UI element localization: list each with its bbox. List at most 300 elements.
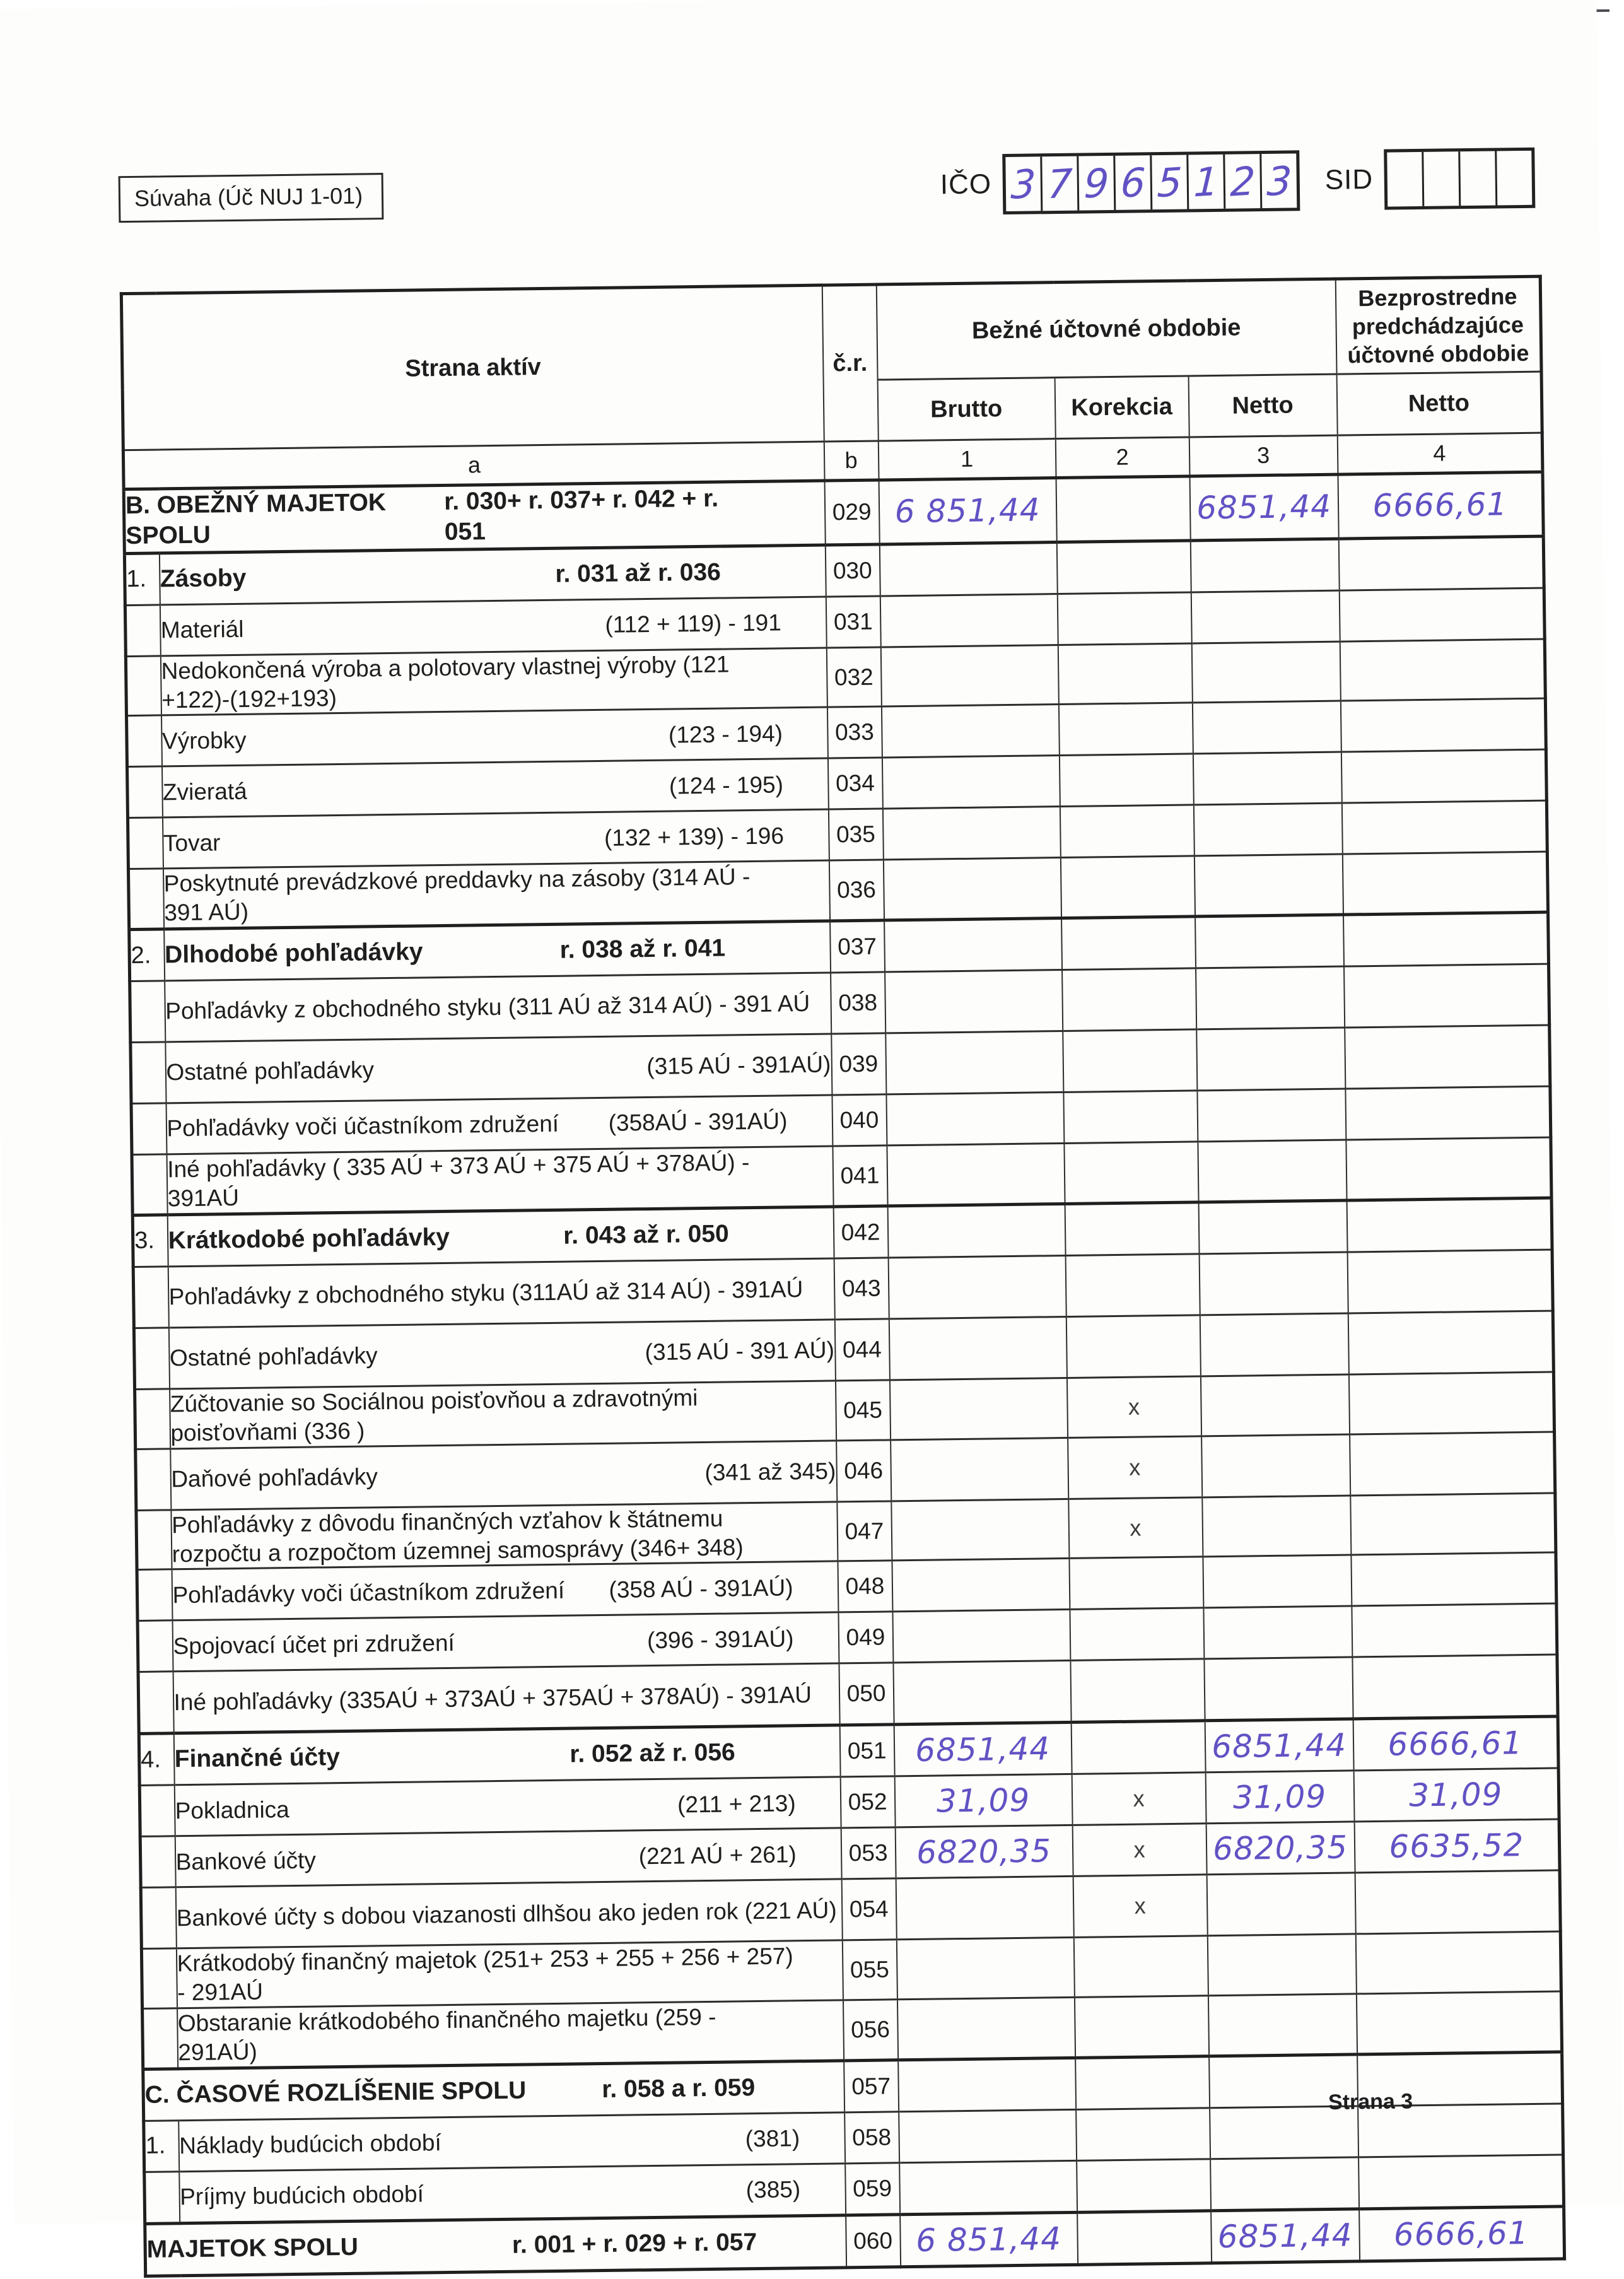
value-brutto xyxy=(883,858,1061,920)
header-cr: č.r. xyxy=(822,284,878,442)
value-korekcia xyxy=(1072,1772,1206,1825)
header-current-period: Bežné účtovné obdobie xyxy=(876,279,1336,380)
row-label: Obstaranie krátkodobého finančného majetku (259 - 291AÚ) xyxy=(177,2004,716,2066)
index-cell xyxy=(128,869,163,929)
row-formula: (341 až 345) xyxy=(704,1458,836,1485)
row-label: Ostatné pohľadávky xyxy=(166,1057,375,1086)
value-brutto xyxy=(895,1825,1073,1878)
handwritten-value: 6666,61 xyxy=(1372,486,1508,525)
value-netto xyxy=(1191,642,1340,703)
row-number-cell: 044 xyxy=(834,1319,889,1381)
index-cell xyxy=(127,817,163,869)
value-brutto xyxy=(889,1316,1066,1380)
ico-block xyxy=(940,150,1300,215)
index-cell: 4. xyxy=(139,1733,174,1786)
value-netto-previous xyxy=(1347,1250,1553,1313)
header-previous-period: Bezprostredne predchádzajúce účtovné obdobie xyxy=(1335,276,1541,374)
value-netto-previous xyxy=(1352,1603,1557,1657)
row-number-cell: 039 xyxy=(831,1033,886,1095)
label-cell xyxy=(165,973,831,1042)
col-index-2: 2 xyxy=(1055,437,1189,478)
value-korekcia xyxy=(1072,1824,1206,1877)
index-cell xyxy=(127,766,163,818)
value-brutto xyxy=(891,1438,1068,1501)
value-netto-previous xyxy=(1353,1716,1558,1771)
value-netto xyxy=(1203,1606,1352,1659)
value-netto xyxy=(1206,1873,1355,1936)
row-formula: (385) xyxy=(745,2176,801,2203)
value-netto xyxy=(1211,2209,1360,2263)
handwritten-value: 6 851,44 xyxy=(915,2220,1062,2259)
value-korekcia xyxy=(1073,1875,1207,1938)
row-number-cell: 030 xyxy=(825,544,880,597)
value-korekcia xyxy=(1069,1557,1203,1610)
value-netto xyxy=(1200,1374,1349,1436)
value-netto xyxy=(1203,1555,1352,1608)
value-netto-previous xyxy=(1359,2206,1565,2261)
sid-box-1 xyxy=(1422,151,1459,206)
value-netto-previous xyxy=(1340,639,1545,701)
value-brutto xyxy=(887,1144,1065,1206)
value-korekcia xyxy=(1073,1936,1208,1997)
label-cell xyxy=(171,1502,838,1570)
handwritten-value: 31,09 xyxy=(1232,1778,1327,1817)
row-formula: (221 AÚ + 261) xyxy=(638,1841,797,1869)
value-korekcia xyxy=(1070,1608,1204,1661)
handwritten-digit: 3 xyxy=(1265,156,1294,205)
sid-box-2 xyxy=(1459,151,1496,206)
form-title-box xyxy=(119,173,384,223)
row-label: Daňové pohľadávky xyxy=(171,1463,378,1492)
index-cell xyxy=(134,1328,169,1390)
value-korekcia xyxy=(1077,2159,1211,2213)
ico-box-3 xyxy=(1114,155,1151,210)
col-index-4: 4 xyxy=(1337,433,1543,474)
index-cell xyxy=(126,656,161,716)
value-netto-previous xyxy=(1341,750,1546,804)
value-netto xyxy=(1193,804,1342,857)
value-brutto xyxy=(879,478,1056,544)
row-formula: r. 038 až r. 041 xyxy=(559,934,726,964)
header-netto-prev: Netto xyxy=(1336,372,1542,435)
value-korekcia xyxy=(1063,1029,1197,1093)
value-netto xyxy=(1199,1252,1348,1315)
row-number-cell: 031 xyxy=(826,596,880,648)
value-netto xyxy=(1204,1657,1353,1721)
value-netto xyxy=(1198,1140,1347,1202)
row-formula: r. 052 až r. 056 xyxy=(570,1738,735,1768)
row-number-cell: 055 xyxy=(842,1940,897,2000)
value-brutto xyxy=(899,2160,1077,2214)
sid-box-0 xyxy=(1387,152,1423,207)
row-number-cell: 036 xyxy=(829,860,884,921)
index-cell xyxy=(138,1672,173,1734)
handwritten-value: 6851,44 xyxy=(914,1730,1051,1769)
value-brutto xyxy=(882,756,1060,809)
value-korekcia xyxy=(1066,1376,1201,1438)
row-number-cell: 050 xyxy=(839,1663,894,1725)
value-netto xyxy=(1190,539,1339,592)
value-netto-previous xyxy=(1338,536,1544,590)
value-netto-previous xyxy=(1342,852,1548,915)
row-number-cell: 059 xyxy=(845,2163,900,2215)
value-netto-previous xyxy=(1340,699,1546,753)
label-cell xyxy=(173,1725,840,1785)
row-number-cell: 047 xyxy=(837,1501,892,1562)
row-number-cell: 046 xyxy=(836,1440,891,1502)
label-cell xyxy=(170,1381,836,1449)
row-formula: (315 AÚ - 391AÚ) xyxy=(646,1051,831,1080)
value-brutto xyxy=(885,1031,1063,1094)
row-number-cell: 054 xyxy=(841,1878,896,1940)
value-korekcia xyxy=(1066,1315,1200,1378)
label-cell xyxy=(168,1320,835,1389)
ico-box-6 xyxy=(1224,154,1261,209)
value-brutto xyxy=(885,970,1063,1033)
value-brutto xyxy=(882,807,1060,860)
row-formula: (112 + 119) - 191 xyxy=(605,609,782,638)
value-netto xyxy=(1197,1089,1346,1142)
value-netto-previous xyxy=(1354,1819,1560,1873)
row-number-cell: 048 xyxy=(838,1561,892,1612)
row-label: Krátkodobé pohľadávky xyxy=(168,1223,450,1255)
value-brutto xyxy=(880,594,1058,647)
col-index-b: b xyxy=(824,441,879,481)
value-netto-previous xyxy=(1358,2155,1564,2209)
handwritten-value: 6851,44 xyxy=(1217,2217,1353,2256)
row-number-cell: 043 xyxy=(834,1258,889,1320)
value-brutto xyxy=(881,705,1059,758)
value-netto-previous xyxy=(1353,1768,1559,1822)
label-cell xyxy=(162,809,829,869)
value-brutto xyxy=(893,1661,1071,1725)
not-applicable-x-mark: x xyxy=(1133,1785,1145,1812)
value-netto-previous xyxy=(1350,1493,1556,1555)
value-netto-previous xyxy=(1344,964,1550,1028)
value-korekcia xyxy=(1060,805,1194,858)
row-formula: (396 - 391AÚ) xyxy=(646,1625,794,1653)
row-formula: r. 030+ r. 037+ r. 042 + r. 051 xyxy=(443,484,719,546)
row-formula: (123 - 194) xyxy=(668,720,783,748)
index-cell xyxy=(144,2172,180,2224)
row-number-cell: 051 xyxy=(839,1725,894,1777)
sid-label: SID xyxy=(1324,163,1374,196)
col-index-3: 3 xyxy=(1189,435,1338,476)
label-cell xyxy=(166,1146,833,1215)
index-cell xyxy=(127,715,162,767)
row-number-cell: 037 xyxy=(830,920,885,973)
value-netto xyxy=(1192,701,1341,754)
value-korekcia xyxy=(1057,592,1191,645)
row-label: MAJETOK SPOLU xyxy=(146,2233,359,2263)
ico-boxes xyxy=(1002,150,1300,214)
label-cell xyxy=(160,597,826,656)
value-brutto xyxy=(889,1378,1067,1439)
value-brutto xyxy=(897,1998,1075,2060)
value-brutto xyxy=(899,2109,1077,2162)
row-number-cell: 034 xyxy=(827,758,882,809)
not-applicable-x-mark: x xyxy=(1133,1836,1145,1863)
value-netto-previous xyxy=(1348,1311,1553,1374)
handwritten-value: 6820,35 xyxy=(1212,1829,1348,1868)
label-cell xyxy=(179,2164,846,2223)
row-label: Pohľadávky z obchodného styku (311 AÚ až 314 AÚ) - 391 AÚ xyxy=(165,990,810,1024)
handwritten-value: 6820,35 xyxy=(916,1832,1052,1872)
value-netto xyxy=(1196,966,1345,1029)
value-netto xyxy=(1189,474,1338,541)
value-brutto xyxy=(886,1093,1064,1145)
value-netto xyxy=(1207,1934,1356,1996)
handwritten-digit: 9 xyxy=(1082,159,1111,208)
value-netto xyxy=(1193,753,1341,806)
index-cell: 3. xyxy=(132,1215,168,1267)
row-number-cell: 038 xyxy=(831,972,885,1034)
handwritten-value: 6666,61 xyxy=(1387,1725,1523,1764)
value-netto-previous xyxy=(1343,912,1549,966)
handwritten-digit: 5 xyxy=(1155,158,1184,206)
index-cell: 1. xyxy=(124,553,160,606)
row-label: C. ČASOVÉ ROZLÍŠENIE SPOLU xyxy=(144,2077,527,2109)
handwritten-digit: 7 xyxy=(1046,159,1074,208)
handwritten-digit: 2 xyxy=(1229,157,1257,206)
row-number-cell: 035 xyxy=(828,809,883,860)
label-cell xyxy=(167,1207,834,1267)
index-cell xyxy=(133,1267,168,1328)
label-cell xyxy=(174,1777,841,1836)
value-brutto xyxy=(900,2212,1078,2266)
label-cell xyxy=(175,1828,841,1887)
value-netto xyxy=(1202,1496,1351,1557)
row-label: Tovar xyxy=(163,829,221,856)
value-korekcia xyxy=(1058,703,1193,756)
index-cell xyxy=(139,1785,175,1837)
sid-boxes xyxy=(1384,148,1536,210)
row-formula: (358AÚ - 391AÚ) xyxy=(608,1108,788,1137)
index-cell xyxy=(140,1836,175,1888)
row-label: Ostatné pohľadávky xyxy=(169,1342,378,1371)
value-netto xyxy=(1198,1200,1347,1254)
value-netto-previous xyxy=(1356,1991,1562,2054)
label-cell xyxy=(172,1561,838,1620)
label-cell xyxy=(170,1441,837,1510)
value-netto xyxy=(1196,1028,1345,1091)
label-cell xyxy=(145,2215,846,2276)
handwritten-value: 31,09 xyxy=(1408,1776,1503,1814)
value-netto xyxy=(1210,2157,1359,2211)
label-cell xyxy=(175,1879,842,1948)
row-number-cell: 045 xyxy=(835,1380,890,1441)
index-cell xyxy=(135,1389,170,1449)
value-korekcia xyxy=(1075,2056,1210,2110)
value-netto-previous xyxy=(1346,1137,1551,1200)
row-label: Iné pohľadávky (335AÚ + 373AÚ + 375AÚ + 378AÚ) - 391AÚ xyxy=(173,1681,812,1715)
index-cell xyxy=(131,1042,166,1104)
row-formula: r. 001 + r. 029 + r. 057 xyxy=(511,2228,757,2259)
row-label: B. OBEŽNÝ MAJETOK SPOLU xyxy=(125,489,387,550)
label-cell xyxy=(161,707,828,766)
row-label: Finančné účty xyxy=(174,1743,341,1773)
row-label: Náklady budúcich období xyxy=(178,2130,441,2159)
index-cell xyxy=(137,1569,172,1621)
row-formula: (132 + 139) - 196 xyxy=(604,822,785,851)
handwritten-value: 6851,44 xyxy=(1196,488,1332,527)
row-number-cell: 060 xyxy=(846,2215,901,2268)
row-label: Príjmy budúcich období xyxy=(179,2181,424,2210)
label-cell xyxy=(177,2000,844,2069)
row-number-cell: 033 xyxy=(827,706,882,758)
value-netto-previous xyxy=(1355,1931,1561,1994)
value-netto xyxy=(1191,590,1340,643)
index-cell xyxy=(130,981,165,1043)
index-cell xyxy=(137,1620,173,1672)
not-applicable-x-mark: x xyxy=(1134,1892,1146,1919)
value-netto-previous xyxy=(1347,1198,1552,1252)
value-netto xyxy=(1208,1994,1357,2056)
row-label: Krátkodobý finančný majetok (251+ 253 + 255 + 256 + 257) - 291AÚ xyxy=(177,1943,793,2006)
label-cell xyxy=(165,1034,832,1103)
index-cell xyxy=(141,1948,177,2008)
col-index-1: 1 xyxy=(878,439,1056,480)
index-cell xyxy=(136,1449,171,1511)
row-label: Bankové účty xyxy=(175,1847,317,1875)
ico-box-4 xyxy=(1150,155,1188,209)
index-cell: 1. xyxy=(144,2121,179,2172)
row-formula: r. 058 a r. 059 xyxy=(602,2073,756,2103)
balance-sheet-table xyxy=(120,275,1566,2278)
value-korekcia xyxy=(1074,1996,1208,2058)
value-brutto xyxy=(896,1938,1074,2000)
value-brutto xyxy=(891,1499,1069,1561)
value-netto xyxy=(1195,915,1344,968)
header-netto: Netto xyxy=(1188,374,1337,437)
col-index-a: a xyxy=(123,442,824,489)
value-korekcia xyxy=(1058,643,1192,705)
value-netto xyxy=(1201,1434,1350,1497)
value-korekcia xyxy=(1056,476,1190,542)
value-brutto xyxy=(884,918,1062,972)
row-label: Bankové účty s dobou viazanosti dlhšou ako jeden rok (221 AÚ) xyxy=(176,1897,837,1931)
value-netto-previous xyxy=(1351,1552,1557,1606)
not-applicable-x-mark: x xyxy=(1128,1454,1141,1480)
label-cell xyxy=(168,1258,834,1328)
index-cell xyxy=(136,1510,172,1570)
header-brutto: Brutto xyxy=(877,378,1055,441)
index-cell xyxy=(125,605,160,657)
row-number-cell: 042 xyxy=(833,1206,888,1258)
value-korekcia xyxy=(1064,1142,1198,1204)
index-cell xyxy=(131,1103,166,1155)
value-korekcia xyxy=(1068,1497,1203,1559)
row-number-cell: 057 xyxy=(844,2060,899,2112)
label-cell xyxy=(160,648,827,716)
value-korekcia xyxy=(1060,856,1195,918)
value-brutto xyxy=(888,1255,1066,1318)
value-netto xyxy=(1200,1313,1348,1376)
label-cell xyxy=(159,545,826,605)
value-brutto xyxy=(887,1204,1065,1257)
row-label: Dlhodobé pohľadávky xyxy=(164,938,423,969)
value-korekcia xyxy=(1063,1091,1198,1144)
row-label: Pohľadávky voči účastníkom združení xyxy=(172,1577,565,1608)
value-netto xyxy=(1206,1822,1355,1875)
row-label: Pohľadávky voči účastníkom združení xyxy=(166,1111,559,1142)
sid-block xyxy=(1324,148,1536,211)
handwritten-value: 6851,44 xyxy=(1211,1727,1347,1766)
value-korekcia xyxy=(1065,1254,1200,1317)
value-brutto xyxy=(892,1610,1070,1663)
page-number: Strana 3 xyxy=(1328,2089,1413,2114)
row-formula: r. 043 až r. 050 xyxy=(563,1220,729,1250)
ico-label: IČO xyxy=(940,168,992,201)
ico-box-7 xyxy=(1260,153,1297,208)
row-formula: r. 031 až r. 036 xyxy=(555,558,721,588)
row-label: Pohľadávky z dôvodu finančných vzťahov k štátnemu rozpočtu a rozpočtom územnej samosprávy (346+ 348) xyxy=(171,1505,744,1567)
value-netto-previous xyxy=(1345,1086,1551,1140)
value-brutto xyxy=(879,542,1057,595)
handwritten-value: 31,09 xyxy=(936,1782,1031,1820)
row-label: Výrobky xyxy=(161,727,247,754)
value-korekcia xyxy=(1062,968,1196,1031)
row-number-cell: 032 xyxy=(826,647,881,708)
label-cell xyxy=(162,758,829,817)
label-cell xyxy=(164,921,831,981)
ico-box-0 xyxy=(1006,156,1041,211)
row-number-cell: 029 xyxy=(824,480,879,545)
value-korekcia xyxy=(1076,2108,1210,2161)
row-number-cell: 058 xyxy=(844,2112,899,2164)
value-brutto xyxy=(894,1723,1072,1776)
handwritten-digit: 1 xyxy=(1192,158,1220,206)
row-label: Zvieratá xyxy=(162,778,247,805)
handwritten-digit: 3 xyxy=(1009,160,1037,208)
row-formula: (315 AÚ - 391 AÚ) xyxy=(645,1337,835,1366)
row-label: Iné pohľadávky ( 335 AÚ + 373 AÚ + 375 AÚ + 378AÚ) - 391AÚ xyxy=(167,1149,750,1212)
index-cell xyxy=(132,1154,167,1215)
handwritten-value: 6666,61 xyxy=(1393,2215,1529,2253)
value-korekcia xyxy=(1077,2211,1212,2265)
row-label: Nedokončená výroba a polotovary vlastnej výroby (121 +122)-(192+193) xyxy=(161,651,730,713)
header-strana-aktiv: Strana aktív xyxy=(121,285,824,450)
label-cell xyxy=(163,860,829,929)
row-label: Zúčtovanie so Sociálnou poisťovňou a zdravotnými poisťovňami (336 ) xyxy=(170,1385,698,1446)
row-number-cell: 056 xyxy=(843,2000,897,2061)
value-korekcia xyxy=(1065,1202,1199,1256)
handwritten-value: 6635,52 xyxy=(1389,1827,1524,1866)
value-netto-previous xyxy=(1350,1432,1555,1496)
row-formula: (211 + 213) xyxy=(677,1790,796,1818)
value-netto xyxy=(1205,1771,1354,1824)
value-korekcia xyxy=(1070,1659,1205,1723)
row-label: Pokladnica xyxy=(175,1796,289,1824)
index-cell xyxy=(143,2008,178,2069)
row-label: Poskytnuté prevádzkové preddavky na zásoby (314 AÚ - 391 AÚ) xyxy=(163,864,751,926)
row-number-cell: 052 xyxy=(840,1776,895,1828)
value-brutto xyxy=(898,2058,1076,2111)
value-netto-previous xyxy=(1339,588,1545,642)
value-brutto xyxy=(894,1774,1072,1827)
value-korekcia xyxy=(1068,1436,1202,1499)
handwritten-value: 6 851,44 xyxy=(894,491,1041,530)
row-number-cell: 041 xyxy=(832,1145,887,1207)
value-korekcia xyxy=(1071,1721,1205,1774)
label-cell xyxy=(173,1663,839,1733)
row-number-cell: 040 xyxy=(832,1094,887,1146)
value-brutto xyxy=(892,1559,1070,1612)
value-korekcia xyxy=(1056,541,1191,594)
row-formula: (124 - 195) xyxy=(669,771,784,799)
value-netto-previous xyxy=(1348,1372,1554,1434)
value-netto-previous xyxy=(1338,472,1543,539)
